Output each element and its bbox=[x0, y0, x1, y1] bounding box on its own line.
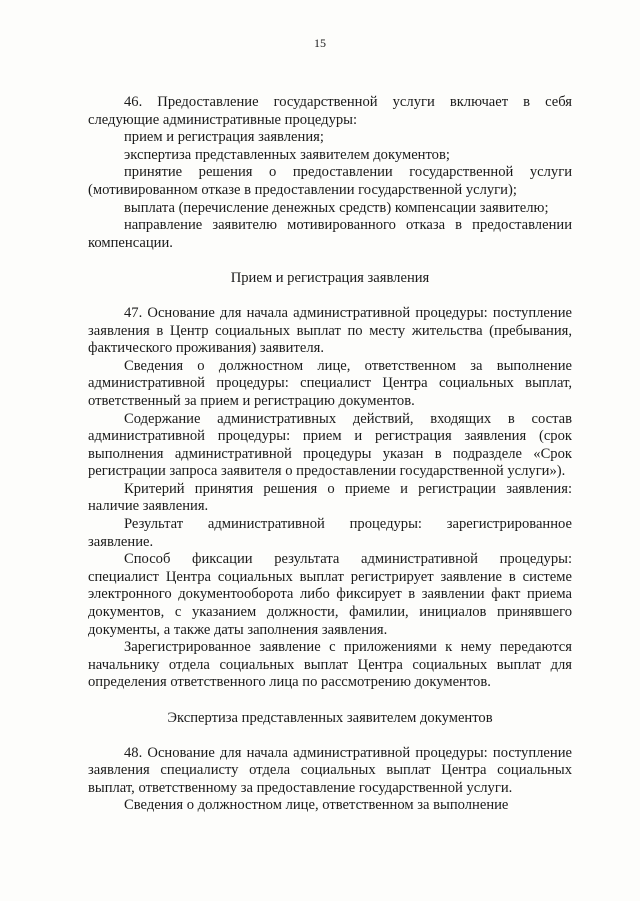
paragraph: Сведения о должностном лице, ответственном за выполнение административной процедуры: специалист Центра социальных выплат, ответственный за прием и регистрацию документов. bbox=[88, 357, 572, 409]
paragraph-47: 47. Основание для начала административной процедуры: поступление заявления в Центр социальных выплат по месту жительства (пребывания, фактического проживания) заявителя. bbox=[88, 304, 572, 357]
paragraph-48: 48. Основание для начала административной процедуры: поступление заявления специалисту отдела социальных выплат Центра социальных выплат, ответственному за предоставление государственной услуги. bbox=[88, 744, 572, 796]
paragraph: Содержание административных действий, входящих в состав административной процедуры: прием и регистрация заявления (срок выполнения административной процедуры указан в подразделе «Срок регистрации запроса заявителя о предоставлении государственной услуги»). bbox=[88, 410, 572, 480]
document-body bbox=[88, 94, 572, 815]
list-item-procedure: принятие решения о предоставлении государственной услуги (мотивированном отказе в предоставлении государственной услуги); bbox=[88, 164, 572, 198]
list-item-procedure: выплата (перечисление денежных средств) компенсации заявителю; bbox=[124, 199, 549, 216]
paragraph: Критерий принятия решения о приеме и регистрации заявления: наличие заявления. bbox=[88, 480, 572, 515]
section-heading-registration: Прием и регистрация заявления bbox=[230, 269, 430, 286]
paragraph-46: 46. Предоставление государственной услуги включает в себя следующие административные процедуры: bbox=[88, 94, 572, 128]
list-item-procedure: прием и регистрация заявления; bbox=[124, 129, 324, 146]
list-item-procedure: экспертиза представленных заявителем документов; bbox=[124, 146, 450, 163]
paragraph: Зарегистрированное заявление с приложениями к нему передаются начальнику отдела социальных выплат Центра социальных выплат для определения ответственного лица по рассмотрению документов. bbox=[88, 639, 572, 691]
page-number: 15 bbox=[314, 36, 326, 50]
section-heading-expertise: Экспертиза представленных заявителем документов bbox=[167, 709, 493, 726]
paragraph: Результат административной процедуры: зарегистрированное заявление. bbox=[88, 516, 572, 550]
list-item-procedure: направление заявителю мотивированного отказа в предоставлении компенсации. bbox=[88, 217, 572, 251]
paragraph: Способ фиксации результата административной процедуры: специалист Центра социальных выплат регистрирует заявление в системе электронного документооборота либо фиксирует в заявлении факт приема документов, с указанием должности, фамилии, инициалов принявшего документы, а также даты заполнения заявления. bbox=[88, 551, 572, 638]
paragraph: Сведения о должностном лице, ответственном за выполнение bbox=[124, 797, 509, 814]
